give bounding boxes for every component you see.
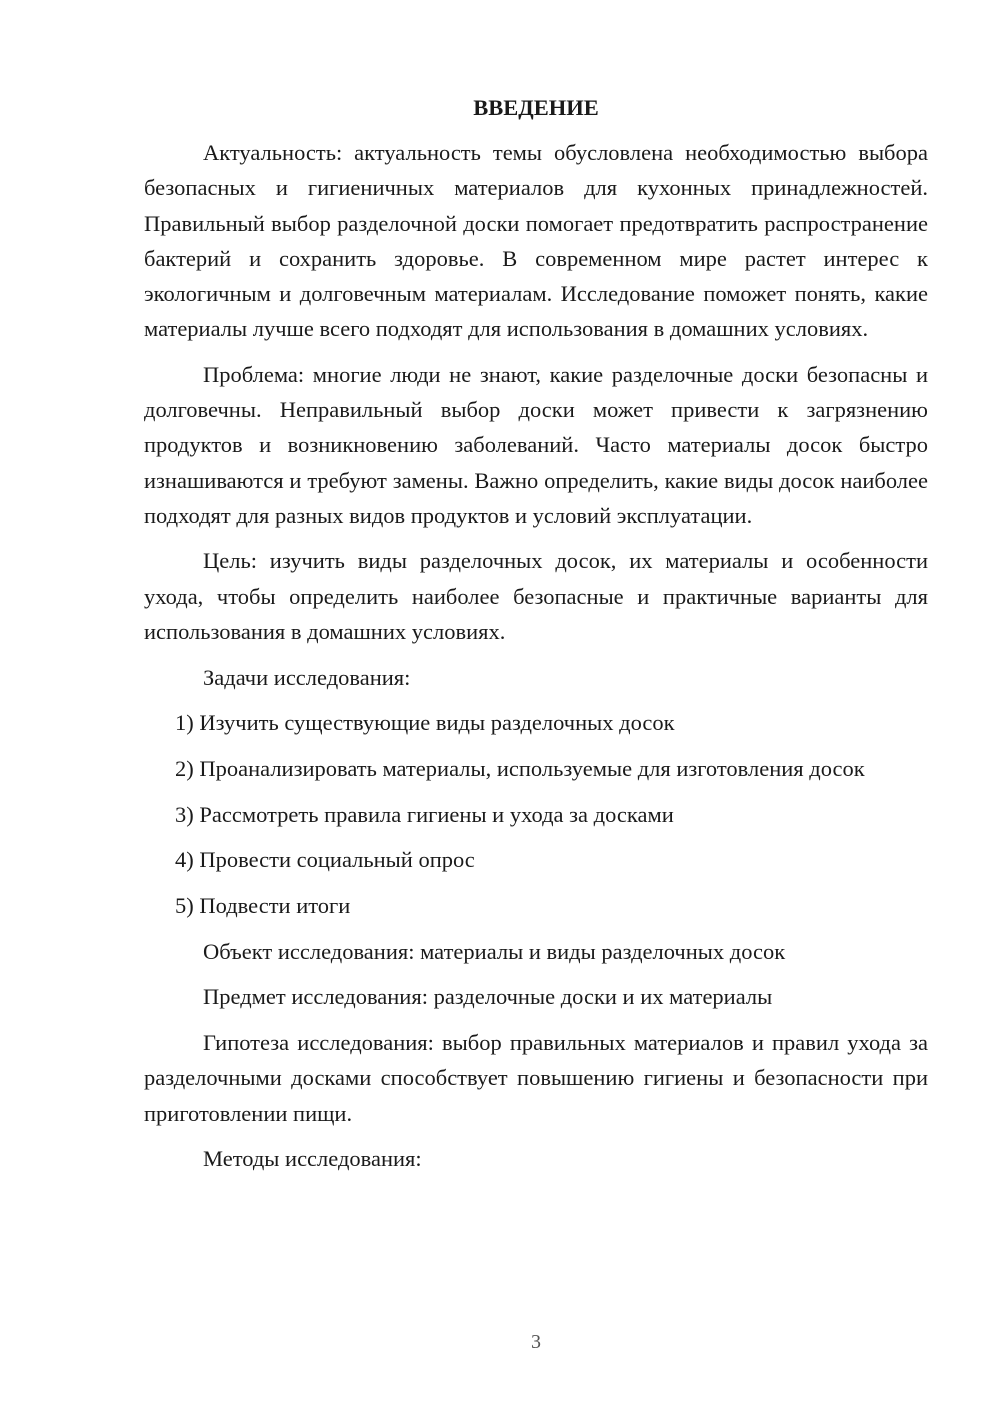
task-item: 2) Проанализировать материалы, используемые для изготовления досок xyxy=(175,755,865,781)
paragraph-problem: Проблема: многие люди не знают, какие разделочные доски безопасны и долговечны. Неправильный выбор доски может привести к загрязнению продуктов и возникновению заболеваний. Часто материалы досок быстро изнашиваются и требуют замены. Важно определить, какие виды досок наиболее подходят для разных видов продуктов и условий эксплуатации. xyxy=(144,361,928,528)
task-item: 4) Провести социальный опрос xyxy=(175,847,475,873)
document-title: ВВЕДЕНИЕ xyxy=(473,95,599,120)
page-number: 3 xyxy=(531,1331,541,1353)
paragraph-methods: Методы исследования: xyxy=(203,1146,422,1172)
paragraph-tasks-heading: Задачи исследования: xyxy=(203,664,411,690)
paragraph-object: Объект исследования: материалы и виды разделочных досок xyxy=(203,938,786,964)
task-item: 3) Рассмотреть правила гигиены и ухода за досками xyxy=(175,801,674,827)
paragraph-goal: Цель: изучить виды разделочных досок, их материалы и особенности ухода, чтобы определить наиболее безопасные и практичные варианты для использования в домашних условиях. xyxy=(144,548,928,644)
task-item: 5) Подвести итоги xyxy=(175,893,351,919)
paragraph-hypothesis: Гипотеза исследования: выбор правильных материалов и правил ухода за разделочными досками способствует повышению гигиены и безопасности при приготовлении пищи. xyxy=(144,1030,928,1126)
paragraph-subject: Предмет исследования: разделочные доски и их материалы xyxy=(203,984,773,1010)
paragraph-relevance: Актуальность: актуальность темы обусловлена необходимостью выбора безопасных и гигиеничных материалов для кухонных принадлежностей. Правильный выбор разделочной доски помогает предотвратить распространение бактерий и сохранить здоровье. В современном мире растет интерес к экологичным и долговечным материалам. Исследование поможет понять, какие материалы лучше всего подходят для использования в домашних условиях. xyxy=(144,140,928,342)
document-page xyxy=(144,90,928,1187)
task-item: 1) Изучить существующие виды разделочных досок xyxy=(175,710,675,736)
